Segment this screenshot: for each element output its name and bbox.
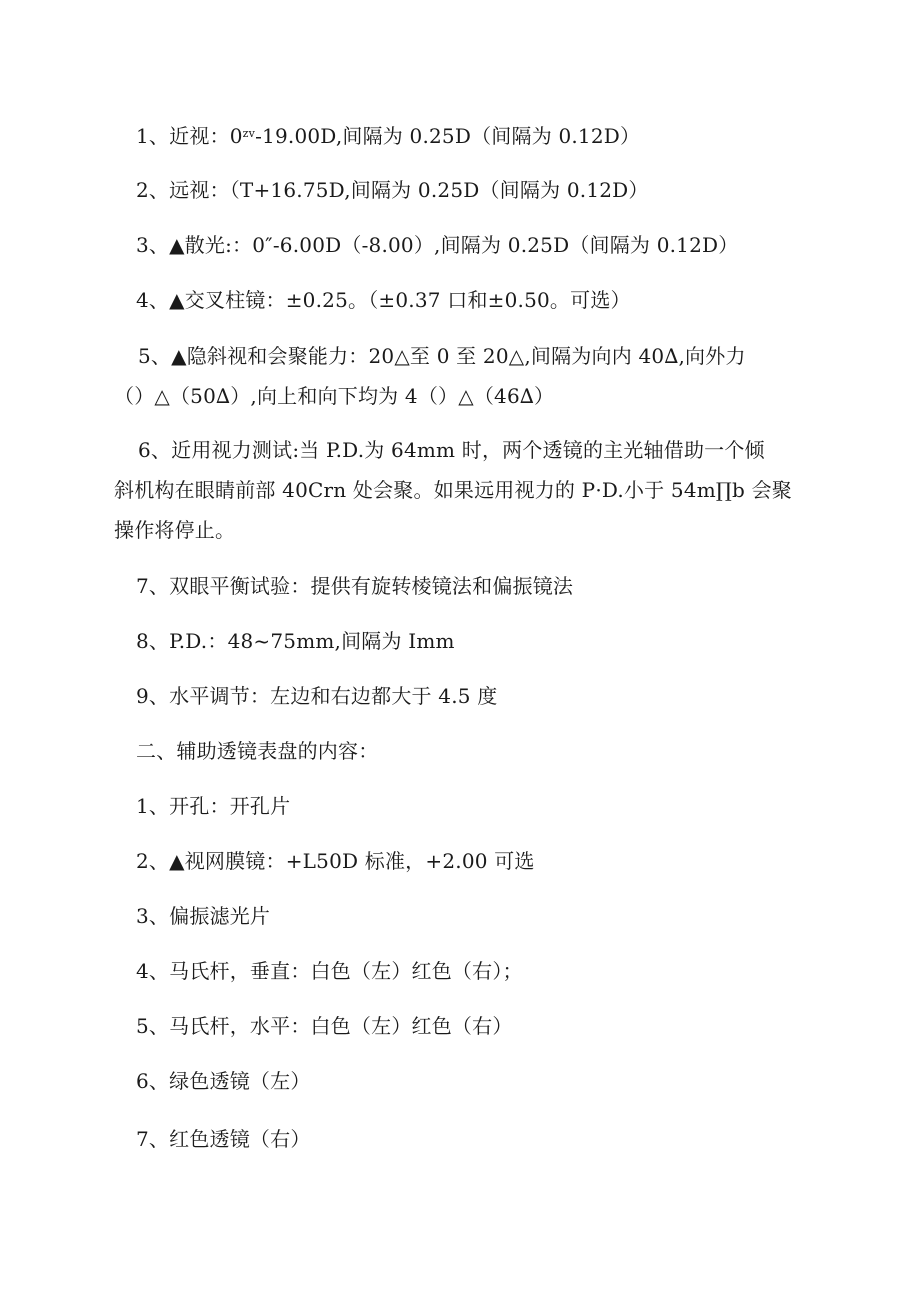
spec-item-near-vision-line-2: 斜机构在眼睛前部 40Crn 处会聚。如果远用视力的 P·D.小于 54m∏b 会聚 xyxy=(114,478,793,502)
spec-item-astigmatism: 3、▲散光:：0″-6.00D（-8.00）,间隔为 0.25D（间隔为 0.12D） xyxy=(136,233,739,257)
spec-item-near-vision-line-1: 6、近用视力测试:当 P.D.为 64mm 时，两个透镜的主光轴借助一个倾 xyxy=(138,438,765,462)
section-heading: 二、辅助透镜表盘的内容： xyxy=(136,739,379,763)
spec-item-near-vision-line-3: 操作将停止。 xyxy=(114,518,236,542)
spec-item-phoria-line-2: （）△（50∆）,向上和向下均为 4（）△（46∆） xyxy=(114,384,555,408)
aux-item-green-lens: 6、绿色透镜（左） xyxy=(136,1069,311,1093)
spec-item-phoria xyxy=(114,336,746,416)
spec-item-near-vision xyxy=(114,430,792,550)
aux-item-polarizer: 3、偏振滤光片 xyxy=(136,904,271,928)
spec-item-myopia-suffix: -19.00D,间隔为 0.25D（间隔为 0.12D） xyxy=(255,124,641,148)
aux-item-retinoscope: 2、▲视网膜镜：+L50D 标准，+2.00 可选 xyxy=(136,849,535,873)
spec-item-cross-cylinder: 4、▲交叉柱镜：±0.25。（±0.37 口和±0.50。可选） xyxy=(136,288,631,312)
aux-item-maddox-vertical: 4、马氏杆，垂直：白色（左）红色（右）； xyxy=(136,959,523,983)
spec-item-hyperopia: 2、远视：（T+16.75D,间隔为 0.25D（间隔为 0.12D） xyxy=(136,178,649,202)
spec-item-myopia-prefix: 1、近视：0 xyxy=(136,124,243,148)
spec-item-phoria-line-1: 5、▲隐斜视和会聚能力：20△至 0 至 20△,间隔为向内 40∆,向外力 xyxy=(138,344,746,368)
spec-item-myopia-superscript: zv xyxy=(242,127,256,140)
aux-item-maddox-horizontal: 5、马氏杆，水平：白色（左）红色（右） xyxy=(136,1014,513,1038)
spec-item-horizontal-adjust: 9、水平调节：左边和右边都大于 4.5 度 xyxy=(136,684,498,708)
spec-item-binocular-balance: 7、双眼平衡试验：提供有旋转棱镜法和偏振镜法 xyxy=(136,574,574,598)
aux-item-pinhole: 1、开孔：开孔片 xyxy=(136,794,291,818)
aux-item-red-lens: 7、红色透镜（右） xyxy=(136,1127,311,1151)
spec-item-pd: 8、P.D.：48~75mm,间隔为 Imm xyxy=(136,629,455,653)
spec-item-myopia xyxy=(136,122,640,150)
